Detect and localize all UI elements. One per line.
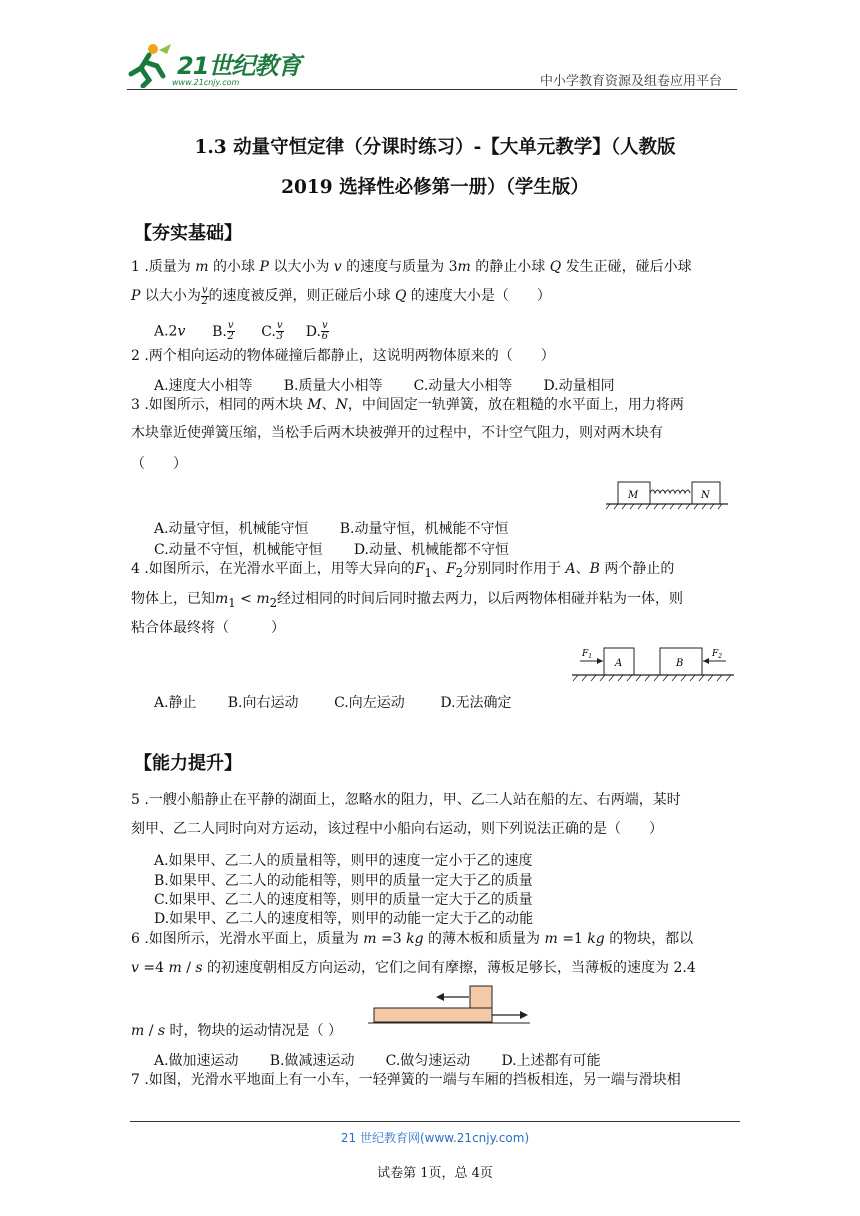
q3-option-a[interactable]: A.动量守恒，机械能守恒 xyxy=(154,521,309,537)
q3-fig-label-n: N xyxy=(701,490,710,501)
q1-line2: P 以大小为 $\frac{v}{2}$ 的速度被反弹，则正碰后小球 Q 的速度大小是（ ） xyxy=(131,284,551,307)
q4-option-b[interactable]: B.向右运动 xyxy=(227,695,299,711)
q1-option-a[interactable]: A.2v xyxy=(154,323,186,340)
q4-line1: 4 .如图所示，在光滑水平面上，用等大异向的$F_1$、$F_2$分别同时作用于 A、B 两个静止的 xyxy=(131,561,675,580)
q3-options-row1 xyxy=(154,518,508,538)
q4-option-a[interactable]: A.静止 xyxy=(154,695,197,711)
doc-title-line1: 1.3 动量守恒定律（分课时练习）-【大单元教学】（人教版 xyxy=(194,137,676,158)
q5-option-c[interactable]: C.如果甲、乙二人的速度相等，则甲的质量一定大于乙的质量 xyxy=(154,892,533,908)
q2-options xyxy=(154,375,615,395)
q3-options-row2 xyxy=(154,539,509,559)
q4-option-d[interactable]: D.无法确定 xyxy=(440,695,512,711)
runner-icon xyxy=(127,40,177,88)
q4-line2: 物体上，已知$m_1 < m_2$经过相同的时间后同时撤去两力，以后两物体相碰并粘为一体，则 xyxy=(131,591,684,610)
q2-option-a[interactable]: A.速度大小相等 xyxy=(154,378,253,394)
q5-option-d[interactable]: D.如果甲、乙二人的速度相等，则甲的动能一定大于乙的动能 xyxy=(154,911,534,927)
q3-option-d[interactable]: D.动量、机械能都不守恒 xyxy=(353,542,510,558)
q6-option-a[interactable]: A.做加速运动 xyxy=(154,1053,239,1069)
q4-fig-label-f2: $F_2$ xyxy=(712,649,723,660)
q1-options xyxy=(154,321,329,342)
q6-options xyxy=(154,1050,601,1070)
q4-fig-label-f1: $F_1$ xyxy=(582,649,593,660)
q3-option-b[interactable]: B.动量守恒，机械能不守恒 xyxy=(339,521,509,537)
q3-option-c[interactable]: C.动量不守恒，机械能守恒 xyxy=(154,542,323,558)
q5-option-a[interactable]: A.如果甲、乙二人的质量相等，则甲的速度一定小于乙的速度 xyxy=(154,853,533,869)
q4-options xyxy=(154,692,512,712)
q2-option-d[interactable]: D.动量相同 xyxy=(543,378,615,394)
section-advanced: 【能力提升】 xyxy=(134,753,242,774)
q7-line1: 7 .如图，光滑水平地面上有一小车，一轻弹簧的一端与车厢的挡板相连，另一端与滑块相 xyxy=(131,1072,681,1088)
footer-divider xyxy=(130,1121,740,1122)
q6-line2: v =4 m / s 的初速度朝相反方向运动，它们之间有摩擦，薄板足够长，当薄板的速度为 2.4 xyxy=(131,960,696,976)
q6-option-c[interactable]: C.做匀速运动 xyxy=(385,1053,471,1069)
q1-option-b[interactable]: B. $\frac{v}{2}$ xyxy=(212,320,234,342)
doc-title-line2: 2019 选择性必修第一册）（学生版） xyxy=(281,177,589,198)
q2-stem: 2 .两个相向运动的物体碰撞后都静止，这说明两物体原来的（ ） xyxy=(131,348,555,364)
footer-link[interactable]: 21 世纪教育网(www.21cnjy.com) xyxy=(340,1131,530,1145)
logo-url: www.21cnjy.com xyxy=(172,78,240,87)
q1-line1: 1 .质量为 m 的小球 P 以大小为 v 的速度与质量为 3m 的静止小球 Q 发生正碰，碰后小球 xyxy=(131,259,692,275)
q2-option-b[interactable]: B.质量大小相等 xyxy=(283,378,383,394)
header-divider xyxy=(127,89,737,90)
q3-line3: （ ） xyxy=(131,456,187,472)
q4-fig-label-b: B xyxy=(676,658,684,669)
q2-option-c[interactable]: C.动量大小相等 xyxy=(413,378,513,394)
q3-figure xyxy=(604,478,730,510)
logo-text: 21世纪教育 xyxy=(177,52,301,80)
q4-option-c[interactable]: C.向左运动 xyxy=(334,695,405,711)
q4-figure xyxy=(570,642,736,684)
q3-line1: 3 .如图所示，相同的两木块 M、N，中间固定一轨弹簧，放在粗糙的水平面上，用力将两 xyxy=(131,397,684,413)
q4-line3: 粘合体最终将（ ） xyxy=(131,620,285,636)
q1-option-c[interactable]: C. $\frac{v}{3}$ xyxy=(261,320,283,342)
q5-line1: 5 .一艘小船静止在平静的湖面上，忽略水的阻力，甲、乙二人站在船的左、右两端，某时 xyxy=(131,792,681,808)
q6-line3: m / s 时，物块的运动情况是（ ） xyxy=(131,1023,342,1039)
q3-line2: 木块靠近使弹簧压缩，当松手后两木块被弹开的过程中，不计空气阻力，则对两木块有 xyxy=(131,425,663,441)
q3-fig-label-m: M xyxy=(628,490,639,501)
page-number: 试卷第 1页，总 4页 xyxy=(377,1166,493,1181)
q1-option-d[interactable]: D. $\frac{v}{6}$ xyxy=(305,320,328,342)
header-slogan: 中小学教育资源及组卷应用平台 xyxy=(540,74,723,89)
section-basic: 【夯实基础】 xyxy=(134,223,242,244)
q5-line2: 刻甲、乙二人同时向对方运动，该过程中小船向右运动，则下列说法正确的是（ ） xyxy=(131,821,663,837)
q6-line1: 6 .如图所示，光滑水平面上，质量为 m =3 kg 的薄木板和质量为 m =1 kg 的物块，都以 xyxy=(131,931,694,947)
q4-fig-label-a: A xyxy=(615,658,623,669)
q6-option-d[interactable]: D.上述都有可能 xyxy=(501,1053,601,1069)
q6-option-b[interactable]: B.做减速运动 xyxy=(269,1053,355,1069)
q5-option-b[interactable]: B.如果甲、乙二人的动能相等，则甲的质量一定大于乙的质量 xyxy=(154,873,533,889)
